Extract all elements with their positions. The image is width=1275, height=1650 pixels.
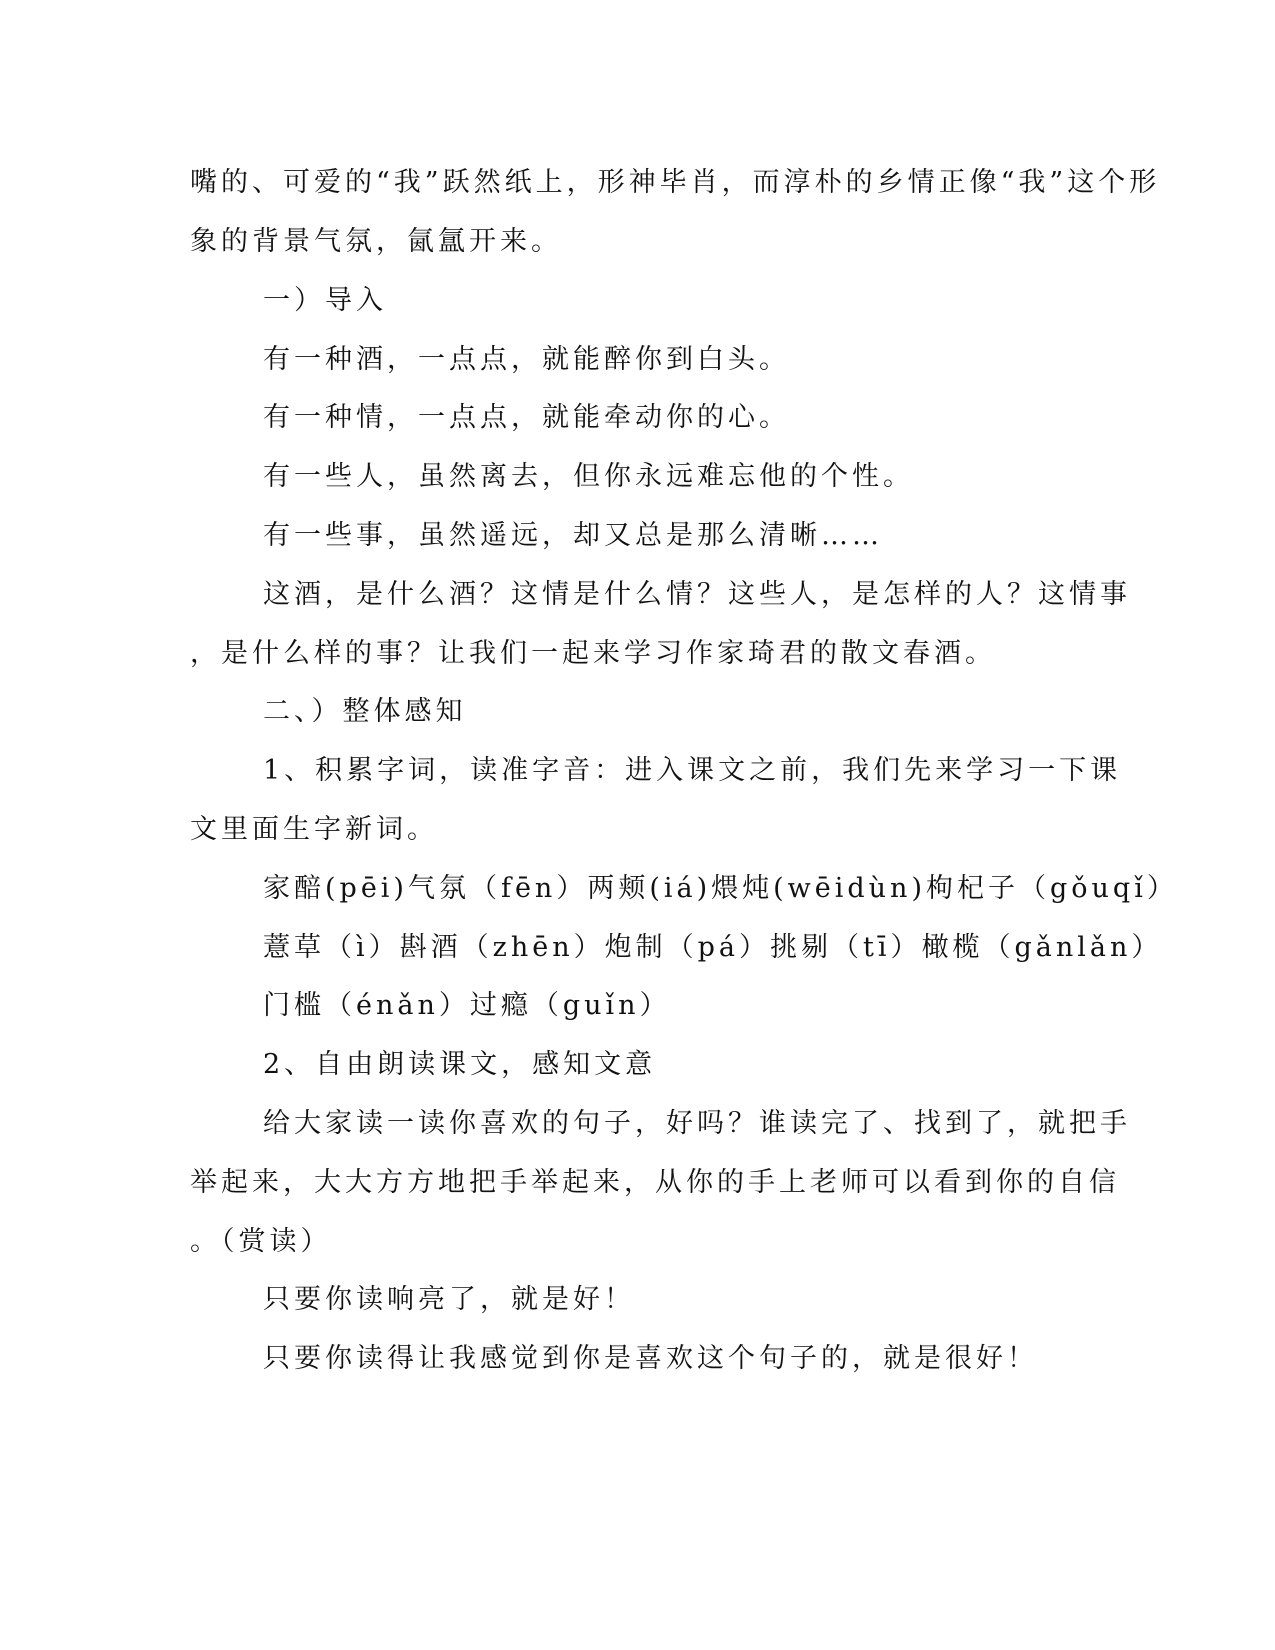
text-line: 这酒，是什么酒？这情是什么情？这些人，是怎样的人？这情事 — [263, 579, 1131, 610]
section-heading: 二、）整体感知 — [263, 696, 467, 727]
text-line: ，是什么样的事？让我们一起来学习作家琦君的散文春酒。 — [190, 638, 996, 669]
text-line: 有一些人，虽然离去，但你永远难忘他的个性。 — [263, 461, 914, 492]
text-line: 文里面生字新词。 — [190, 814, 438, 845]
text-line: 只要你读得让我感觉到你是喜欢这个句子的，就是很好！ — [263, 1343, 1038, 1374]
text-line: 。（赏读） — [190, 1226, 332, 1257]
text-line: 1、积累字词，读准字音：进入课文之前，我们先来学习一下课 — [263, 755, 1122, 786]
text-line: 给大家读一读你喜欢的句子，好吗？谁读完了、找到了，就把手 — [263, 1108, 1131, 1139]
text-line: 象的背景气氛，氤氲开来。 — [190, 226, 562, 257]
section-heading: 一）导入 — [263, 285, 387, 316]
vocab-line: 薏草（ì）斟酒（zhēn）炮制（pá）挑剔（tī）橄榄（gǎnlǎn） — [263, 932, 1163, 963]
vocab-line: 门槛（énǎn）过瘾（guǐn） — [263, 990, 671, 1021]
text-line: 举起来，大大方方地把手举起来，从你的手上老师可以看到你的自信 — [190, 1167, 1120, 1198]
vocab-line: 家醅(pēi)气氛（fēn）两颊(iá)煨炖(wēidùn)枸杞子（gǒuqǐ） — [263, 873, 1178, 904]
text-line: 嘴的、可爱的“我”跃然纸上，形神毕肖，而淳朴的乡情正像“我”这个形 — [190, 167, 1161, 198]
text-line: 有一些事，虽然遥远，却又总是那么清晰…… — [263, 520, 883, 551]
text-line: 只要你读响亮了，就是好！ — [263, 1284, 635, 1315]
text-line: 2、自由朗读课文，感知文意 — [263, 1049, 657, 1080]
text-line: 有一种情，一点点，就能牵动你的心。 — [263, 402, 790, 433]
text-line: 有一种酒，一点点，就能醉你到白头。 — [263, 344, 790, 375]
